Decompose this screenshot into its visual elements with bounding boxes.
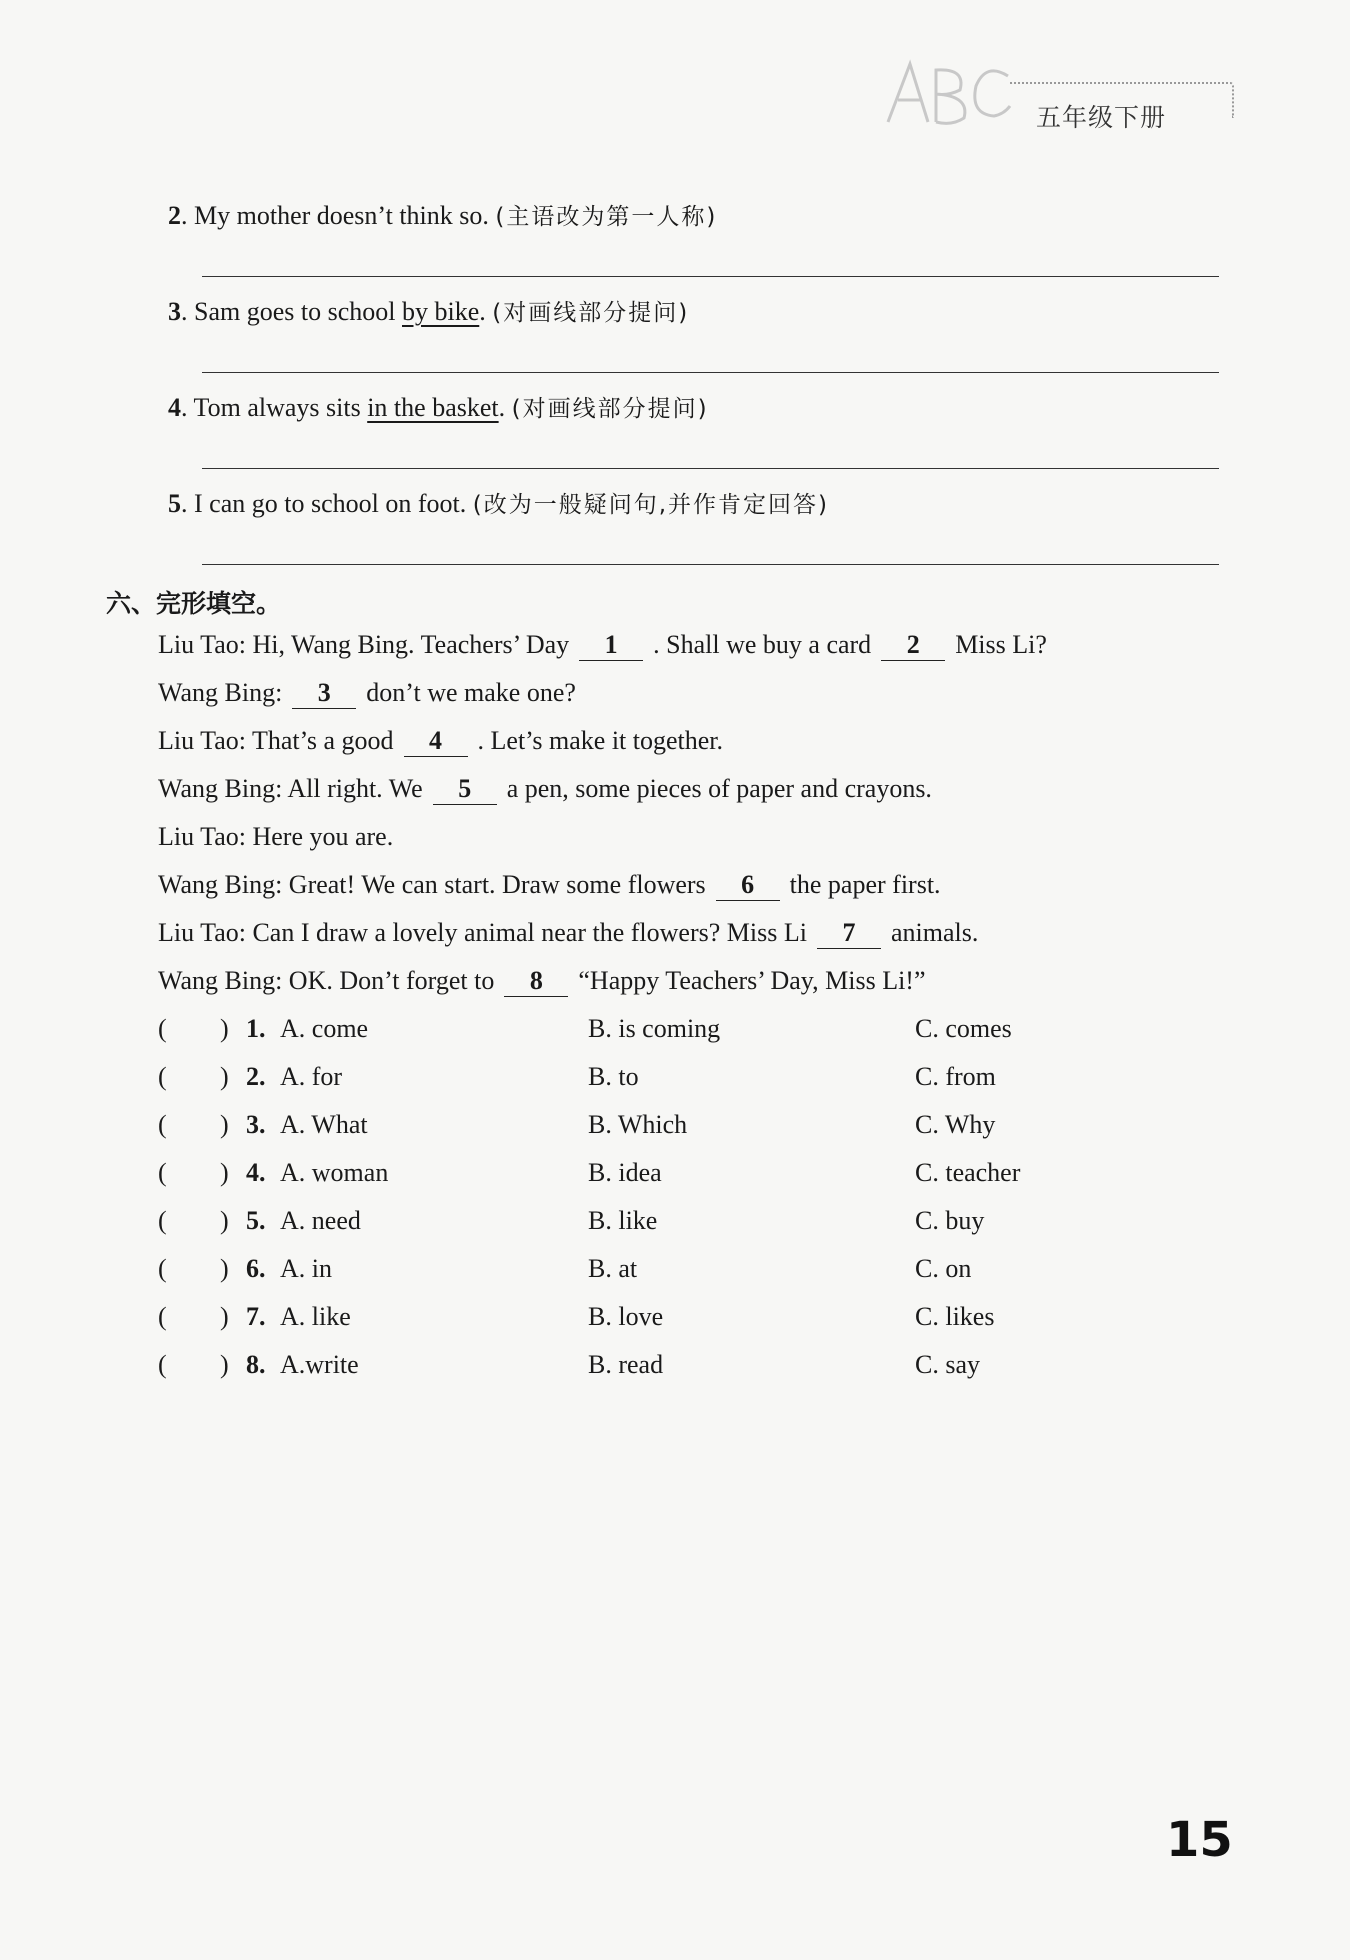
option-b: B. love (588, 1302, 664, 1331)
answer-line[interactable] (202, 372, 1219, 373)
blank-8[interactable]: 8 (504, 967, 568, 997)
option-row-4: ( ) 4. A. woman B. idea C. teacher (158, 1158, 1021, 1187)
option-a: A. woman (280, 1158, 389, 1187)
option-c: C. from (915, 1062, 996, 1091)
page-number: 15 (1166, 1812, 1233, 1868)
answer-paren[interactable]: ( (158, 1350, 167, 1379)
answer-paren[interactable]: ( (158, 1110, 167, 1139)
option-b: B. Which (588, 1110, 688, 1139)
blank-4[interactable]: 4 (404, 727, 468, 757)
answer-line[interactable] (202, 564, 1219, 565)
answer-paren[interactable]: ( (158, 1206, 167, 1235)
rewrite-question-5: 5. I can go to school on foot. (改为一般疑问句,并作肯定回答) (168, 489, 829, 518)
option-row-7: ( ) 7. A. like B. love C. likes (158, 1302, 995, 1331)
option-a: A.write (280, 1350, 359, 1379)
dialog-line-3: Liu Tao: That’s a good 4 . Let’s make it together. (158, 726, 724, 755)
option-b: B. idea (588, 1158, 662, 1187)
grade-label: 五年级下册 (1036, 103, 1167, 132)
option-row-3: ( ) 3. A. What B. Which C. Why (158, 1110, 996, 1139)
answer-paren[interactable]: ( (158, 1062, 167, 1091)
option-a: A. What (280, 1110, 368, 1139)
answer-paren[interactable]: ( (158, 1254, 167, 1283)
blank-6[interactable]: 6 (716, 871, 780, 901)
rewrite-question-4: 4. Tom always sits in the basket. (对画线部分提问) (168, 393, 709, 422)
blank-3[interactable]: 3 (292, 679, 356, 709)
answer-paren[interactable]: ( (158, 1158, 167, 1187)
answer-paren[interactable]: ( (158, 1014, 167, 1043)
dialog-line-6: Wang Bing: Great! We can start. Draw some flowers 6 the paper first. (158, 870, 941, 899)
dialog-line-2: Wang Bing: 3 don’t we make one? (158, 678, 576, 707)
option-row-2: ( ) 2. A. for B. to C. from (158, 1062, 996, 1091)
blank-5[interactable]: 5 (433, 775, 497, 805)
option-row-8: ( ) 8. A.write B. read C. say (158, 1350, 980, 1379)
option-c: C. Why (915, 1110, 996, 1139)
option-row-5: ( ) 5. A. need B. like C. buy (158, 1206, 985, 1235)
option-a: A. in (280, 1254, 332, 1283)
dialog-line-5: Liu Tao: Here you are. (158, 822, 394, 851)
option-row-1: ( ) 1. A. come B. is coming C. comes (158, 1014, 1012, 1043)
option-c: C. teacher (915, 1158, 1021, 1187)
option-a: A. come (280, 1014, 369, 1043)
option-b: B. to (588, 1062, 639, 1091)
option-b: B. like (588, 1206, 658, 1235)
option-b: B. is coming (588, 1014, 721, 1043)
answer-paren[interactable]: ( (158, 1302, 167, 1331)
option-a: A. like (280, 1302, 351, 1331)
option-b: B. read (588, 1350, 664, 1379)
blank-1[interactable]: 1 (579, 631, 643, 661)
dialog-line-1: Liu Tao: Hi, Wang Bing. Teachers’ Day 1 . Shall we buy a card 2 Miss Li? (158, 630, 1047, 659)
rewrite-question-3: 3. Sam goes to school by bike. (对画线部分提问) (168, 297, 690, 326)
option-a: A. need (280, 1206, 361, 1235)
option-c: C. say (915, 1350, 980, 1379)
answer-line[interactable] (202, 468, 1219, 469)
dialog-line-4: Wang Bing: All right. We 5 a pen, some pieces of paper and crayons. (158, 774, 932, 803)
section-title: 六、完形填空。 (106, 589, 282, 618)
option-b: B. at (588, 1254, 638, 1283)
option-a: A. for (280, 1062, 343, 1091)
option-c: C. likes (915, 1302, 995, 1331)
dialog-line-8: Wang Bing: OK. Don’t forget to 8 “Happy Teachers’ Day, Miss Li!” (158, 966, 926, 995)
option-row-6: ( ) 6. A. in B. at C. on (158, 1254, 972, 1283)
answer-line[interactable] (202, 276, 1219, 277)
rewrite-question-2: 2. My mother doesn’t think so. (主语改为第一人称) (168, 201, 718, 230)
option-c: C. buy (915, 1206, 985, 1235)
blank-7[interactable]: 7 (817, 919, 881, 949)
option-c: C. comes (915, 1014, 1012, 1043)
abc-logo-icon (878, 52, 1028, 132)
option-c: C. on (915, 1254, 972, 1283)
dialog-line-7: Liu Tao: Can I draw a lovely animal near the flowers? Miss Li 7 animals. (158, 918, 979, 947)
blank-2[interactable]: 2 (881, 631, 945, 661)
